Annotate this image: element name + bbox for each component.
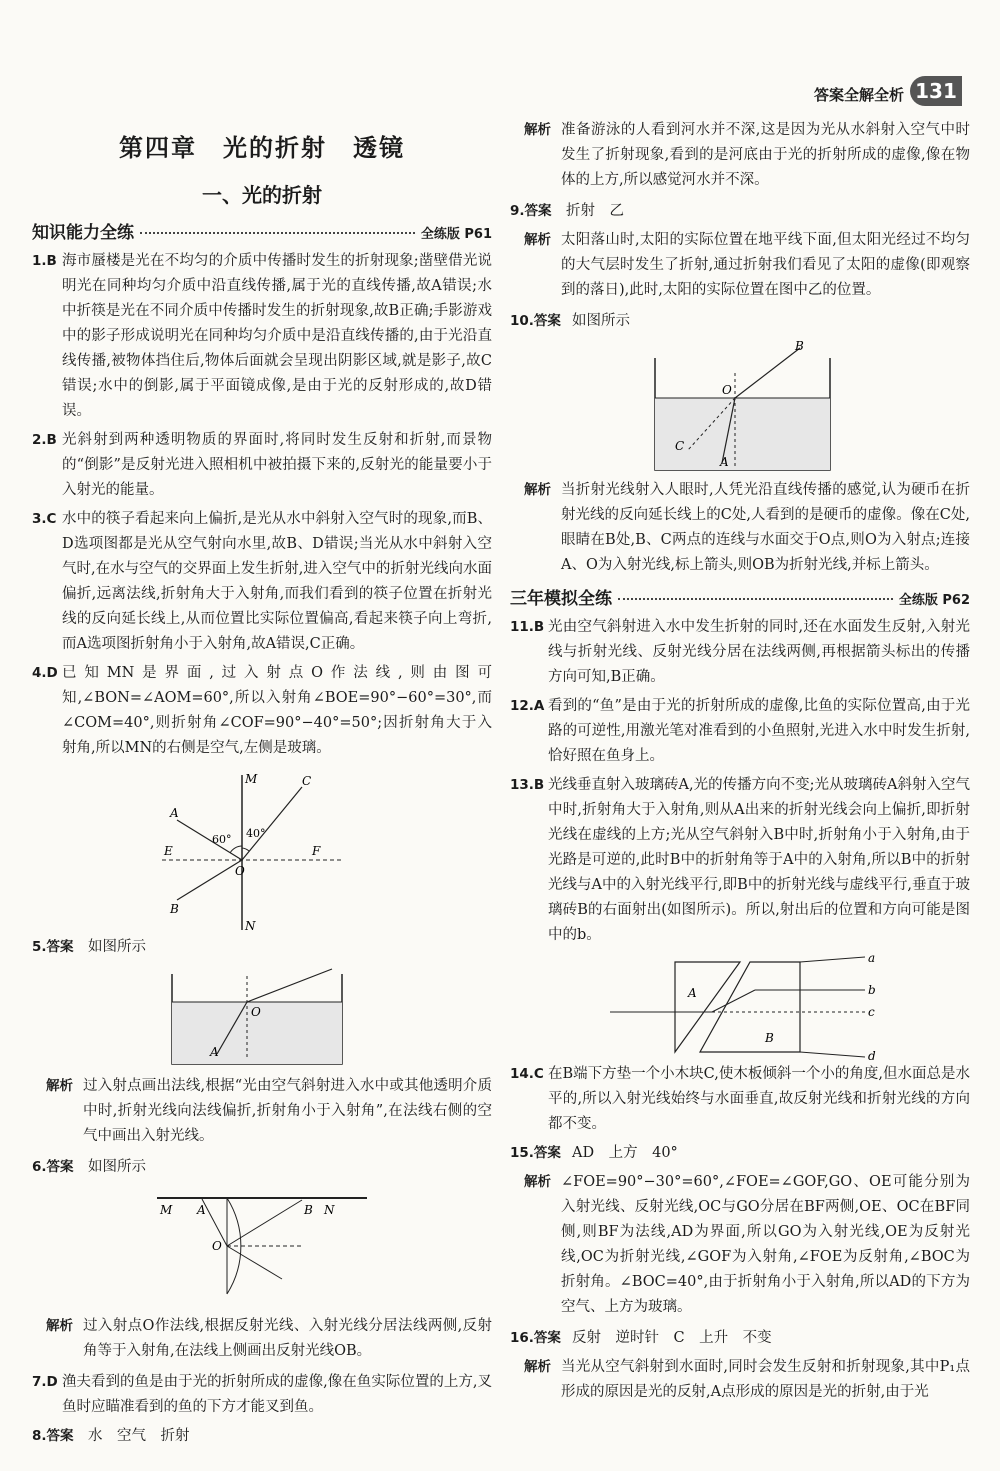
label-n: N bbox=[245, 919, 256, 933]
band-ref: 全练版 P62 bbox=[898, 593, 970, 608]
item-text: 渔夫看到的鱼是由于光的折射所成的虚像,像在鱼实际位置的上方,叉鱼时应瞄准看到的鱼的下方才能叉到鱼。 bbox=[62, 1374, 492, 1415]
item-text: 如图所示 bbox=[88, 939, 146, 955]
analysis-tag: 解析 bbox=[524, 232, 551, 248]
answer-item bbox=[32, 249, 492, 424]
answer-item bbox=[510, 1141, 970, 1166]
item-number: 12.A bbox=[510, 698, 545, 714]
item-text: 折射 乙 bbox=[566, 203, 624, 219]
analysis-tag: 解析 bbox=[46, 1078, 73, 1094]
analysis-tag: 解析 bbox=[524, 122, 551, 138]
item-text: 反射 逆时针 C 上升 不变 bbox=[572, 1330, 772, 1346]
item-text: 光斜射到两种透明物质的界面时,将同时发生反射和折射,而景物的“倒影”是反射光进入照相机中被拍摄下来的,反射光的能量要小于入射光的能量。 bbox=[62, 432, 492, 498]
item-text: 光线垂直射入玻璃砖A,光的传播方向不变;光从玻璃砖A斜射入空气中时,折射角大于入射角,则从A出来的折射光线会向上偏折,即折射光线在虚线的上方;光从空气斜射入B中时,折射角小于入射角,由于光路是可逆的,此时B中的折射角等于A中的入射角,所以B中的折射光线与A中的入射光线平行,即B中的折射光线与虚线平行,垂直于玻璃砖B的右面射出(如图所示)。所以,射出后的位置和方向可能是图中的b。 bbox=[548, 777, 970, 943]
label-m: M bbox=[245, 772, 258, 786]
analysis-text: 过入射点O作法线,根据反射光线、入射光线分居法线两侧,反射角等于入射角,在法线上侧画出反射光线OB。 bbox=[83, 1318, 492, 1359]
analysis-tag: 解析 bbox=[524, 1174, 551, 1190]
item-number: 14.C bbox=[510, 1066, 544, 1082]
answer-item bbox=[32, 428, 492, 503]
answer-item bbox=[510, 199, 970, 224]
item-number: 4.D bbox=[32, 665, 58, 681]
label-c: C bbox=[302, 774, 312, 788]
label-a: a bbox=[868, 952, 876, 965]
label-a: A bbox=[197, 1203, 206, 1217]
label-o: O bbox=[251, 1005, 261, 1019]
answer-item bbox=[32, 935, 492, 960]
label-b: b bbox=[868, 983, 876, 997]
answer-item bbox=[32, 1424, 492, 1449]
label-o: O bbox=[235, 864, 245, 878]
label-block-a: A bbox=[688, 986, 697, 1000]
analysis-tag: 解析 bbox=[524, 1359, 551, 1375]
item-text: 如图所示 bbox=[88, 1159, 146, 1175]
figure-q6 bbox=[142, 1184, 382, 1314]
analysis-tag: 解析 bbox=[524, 482, 551, 498]
band-ref: 全练版 P61 bbox=[420, 227, 492, 242]
label-a: A bbox=[720, 455, 729, 469]
label-o: O bbox=[722, 383, 732, 397]
chapter-title: 第四章 光的折射 透镜 bbox=[119, 134, 405, 162]
label-c: C bbox=[675, 439, 685, 453]
item-text: 在B端下方垫一个小木块C,使木板倾斜一个小的角度,但水面总是水平的,所以入射光线始终与水面垂直,故反射光线和折射光线的方向都不变。 bbox=[548, 1066, 970, 1132]
answer-item bbox=[510, 773, 970, 948]
answer-item bbox=[510, 1326, 970, 1351]
item-number: 9.答案 bbox=[510, 203, 552, 219]
analysis-text: ∠FOE=90°−30°=60°,∠FOE=∠GOF,GO、OE可能分别为入射光线、反射光线,OC与GO分居在BF两侧,OE、OC在BF同侧,则BF为法线,AD为界面,所以GO为入射光线,OE为反射光线,OC为折射光线,∠GOF为入射角,∠FOE为反射角,∠BOC为折射角。∠BOC=40°,由于折射角小于入射角,所以AD的下方为空气、上方为玻璃。 bbox=[561, 1174, 970, 1315]
item-number: 10.答案 bbox=[510, 313, 561, 329]
label-o: O bbox=[212, 1239, 222, 1253]
answer-item bbox=[510, 615, 970, 690]
page-number: 131 bbox=[910, 76, 962, 106]
label-f: F bbox=[312, 844, 321, 858]
item-number: 11.B bbox=[510, 619, 545, 635]
item-text: 看到的“鱼”是由于光的折射所成的虚像,比鱼的实际位置高,由于光路的可逆性,用激光笔对准看到的小鱼照射,光进入水中时发生折射,恰好照在鱼身上。 bbox=[548, 698, 970, 764]
angle-60: 60° bbox=[212, 833, 232, 846]
item-number: 7.D bbox=[32, 1374, 58, 1390]
label-d: d bbox=[868, 1049, 876, 1062]
item-number: 2.B bbox=[32, 432, 57, 448]
label-block-b: B bbox=[765, 1031, 774, 1045]
label-b: B bbox=[304, 1203, 313, 1217]
item-number: 1.B bbox=[32, 253, 57, 269]
answer-item bbox=[32, 1155, 492, 1180]
figure-q4 bbox=[152, 765, 372, 935]
item-text: 水 空气 折射 bbox=[88, 1428, 190, 1444]
analysis bbox=[510, 228, 970, 303]
analysis bbox=[32, 1314, 492, 1364]
analysis bbox=[510, 478, 970, 578]
item-text: 水中的筷子看起来向上偏折,是光从水中斜射入空气时的现象,而B、D选项图都是光从空气射向水里,故B、D错误;当光从水中斜射入空气时,在水与空气的交界面上发生折射,进入空气中的折射光线向水面偏折,远离法线,折射角大于入射角,而我们看到的筷子位置在折射光线的反向延长线上,从而位置比实际位置偏高,看起来筷子向上弯折,而A选项图折射角小于入射角,故A错误,C正确。 bbox=[62, 511, 492, 652]
right-column bbox=[510, 118, 970, 1411]
analysis-text: 太阳落山时,太阳的实际位置在地平线下面,但太阳光经过不均匀的大气层时发生了折射,通过折射我们看见了太阳的虚像(即观察到的落日),此时,太阳的实际位置在图中乙的位置。 bbox=[561, 232, 970, 298]
section-title: 一、光的折射 bbox=[202, 183, 322, 207]
analysis-text: 过入射点画出法线,根据“光由空气斜射进入水中或其他透明介质中时,折射光线向法线偏折,折射角小于入射角”,在法线右侧的空气中画出入射光线。 bbox=[83, 1078, 492, 1144]
band-name: 三年模拟全练 bbox=[510, 589, 612, 609]
item-text: 已知MN是界面,过入射点O作法线,则由图可知,∠BON=∠AOM=60°,所以入射角∠BOE=90°−60°=30°,而∠COM=40°,则折射角∠COF=90°−40°=50°;因折射角大于入射角,所以MN的右侧是空气,左侧是玻璃。 bbox=[62, 665, 492, 756]
band-dots bbox=[618, 598, 893, 600]
item-number: 15.答案 bbox=[510, 1145, 561, 1161]
item-number: 13.B bbox=[510, 777, 545, 793]
analysis-text: 当折射光线射入人眼时,人凭光沿直线传播的感觉,认为硬币在折射光线的反向延长线上的C处,人看到的是硬币的虚像。像在C处,眼睛在B处,B、C两点的连线与水面交于O点,则O为入射点;连接A、O为入射光线,标上箭头,则OB为折射光线,并标上箭头。 bbox=[561, 482, 970, 573]
item-text: 海市蜃楼是光在不均匀的介质中传播时发生的折射现象;凿壁借光说明光在同种均匀介质中沿直线传播,属于光的直线传播,故A错误;水中折筷是光在不同介质中传播时发生的折射现象,故B正确;手影游戏中的影子形成说明光在同种均匀介质中是沿直线传播的,由于光沿直线传播,被物体挡住后,物体后面就会呈现出阴影区域,就是影子,故C错误;水中的倒影,属于平面镜成像,是由于光的反射形成的,故D错误。 bbox=[62, 253, 492, 419]
analysis bbox=[510, 1170, 970, 1320]
analysis bbox=[510, 118, 970, 193]
label-m: M bbox=[160, 1203, 173, 1217]
label-b: B bbox=[170, 902, 179, 916]
figure-q10 bbox=[630, 338, 850, 478]
item-number: 16.答案 bbox=[510, 1330, 561, 1346]
angle-40: 40° bbox=[246, 827, 266, 840]
answer-item bbox=[510, 694, 970, 769]
left-column bbox=[32, 118, 492, 1453]
label-e: E bbox=[164, 844, 173, 858]
analysis bbox=[510, 1355, 970, 1405]
header-brand: 答案全解全析 bbox=[813, 86, 904, 104]
band-name: 知识能力全练 bbox=[32, 223, 134, 243]
answer-item bbox=[32, 1370, 492, 1420]
answer-item bbox=[510, 1062, 970, 1137]
analysis-text: 当光从空气斜射到水面时,同时会发生反射和折射现象,其中P₁点形成的原因是光的反射,A点形成的原因是光的折射,由于光 bbox=[561, 1359, 970, 1400]
section-band bbox=[32, 218, 492, 243]
analysis-tag: 解析 bbox=[46, 1318, 73, 1334]
answer-item bbox=[510, 309, 970, 334]
label-b: B bbox=[795, 339, 804, 353]
item-text: 如图所示 bbox=[572, 313, 630, 329]
item-number: 8.答案 bbox=[32, 1428, 74, 1444]
band-dots bbox=[140, 232, 415, 234]
analysis bbox=[32, 1074, 492, 1149]
answer-item bbox=[32, 661, 492, 761]
section-band bbox=[510, 584, 970, 609]
label-n: N bbox=[324, 1203, 335, 1217]
label-a: A bbox=[210, 1045, 219, 1059]
item-number: 6.答案 bbox=[32, 1159, 74, 1175]
label-a: A bbox=[170, 806, 179, 820]
figure-q13 bbox=[600, 952, 880, 1062]
answer-item bbox=[32, 507, 492, 657]
item-number: 5.答案 bbox=[32, 939, 74, 955]
item-text: 光由空气斜射进入水中发生折射的同时,还在水面发生反射,入射光线与折射光线、反射光线分居在法线两侧,再根据箭头标出的传播方向可知,B正确。 bbox=[548, 619, 970, 685]
item-text: AD 上方 40° bbox=[572, 1145, 678, 1161]
item-number: 3.C bbox=[32, 511, 57, 527]
figure-q5 bbox=[162, 964, 362, 1074]
label-c: c bbox=[868, 1005, 875, 1019]
analysis-text: 准备游泳的人看到河水并不深,这是因为光从水斜射入空气中时发生了折射现象,看到的是河底由于光的折射所成的虚像,像在物体的上方,所以感觉河水并不深。 bbox=[561, 122, 970, 188]
